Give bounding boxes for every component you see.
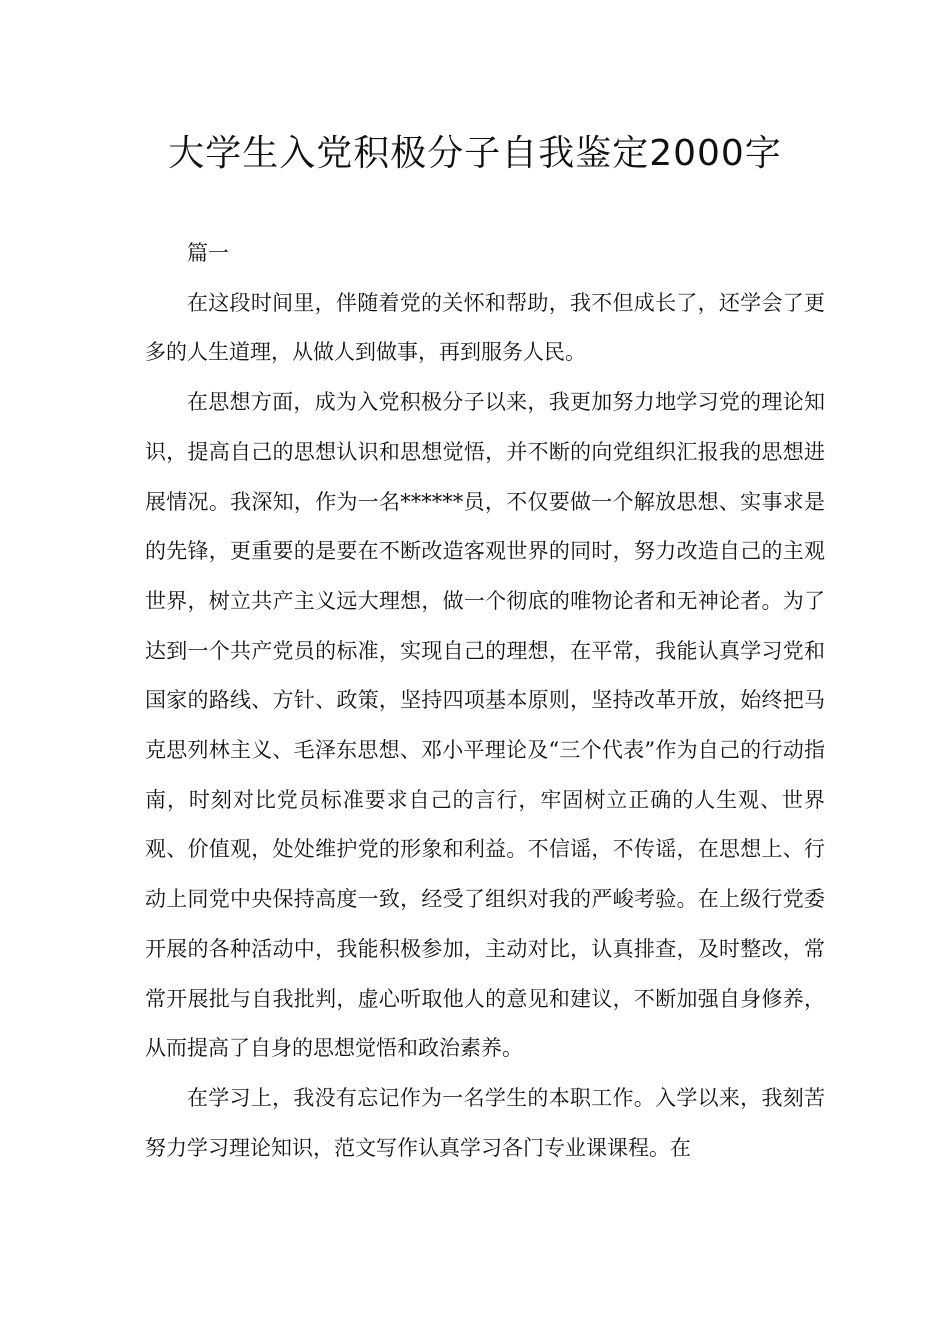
document-body [145, 229, 825, 1173]
paragraph-study: 在学习上，我没有忘记作为一名学生的本职工作。入学以来，我刻苦努力学习理论知识，范文写作认真学习各门专业课课程。在 [145, 1085, 825, 1160]
paragraph-ideology: 在思想方面，成为入党积极分子以来，我更加努力地学习党的理论知识，提高自己的思想认识和思想觉悟，并不断的向党组织汇报我的思想进展情况。我深知，作为一名******员，不仅要做一个解放思想、实事求是的先锋，更重要的是要在不断改造客观世界的同时，努力改造自己的主观世界，树立共产主义远大理想，做一个彻底的唯物论者和无神论者。为了达到一个共产党员的标准，实现自己的理想，在平常，我能认真学习党和国家的路线、方针、政策，坚持四项基本原则，坚持改革开放，始终把马克思列林主义、毛泽东思想、邓小平理论及“三个代表”作为自己的行动指南，时刻对比党员标准要求自己的言行，牢固树立正确的人生观、世界观、价值观，处处维护党的形象和利益。不信谣，不传谣，在思想上、行动上同党中央保持高度一致，经受了组织对我的严峻考验。在上级行党委开展的各种活动中，我能积极参加，主动对比，认真排查，及时整改，常常开展批与自我批判，虚心听取他人的意见和建议，不断加强自身修养，从而提高了自身的思想觉悟和政治素养。 [145, 390, 825, 1061]
document-title: 大学生入党积极分子自我鉴定2000字 [168, 133, 782, 174]
section-label: 篇一 [187, 241, 229, 265]
paragraph-intro: 在这段时间里，伴随着党的关怀和帮助，我不但成长了，还学会了更多的人生道理，从做人到做事，再到服务人民。 [145, 290, 825, 365]
